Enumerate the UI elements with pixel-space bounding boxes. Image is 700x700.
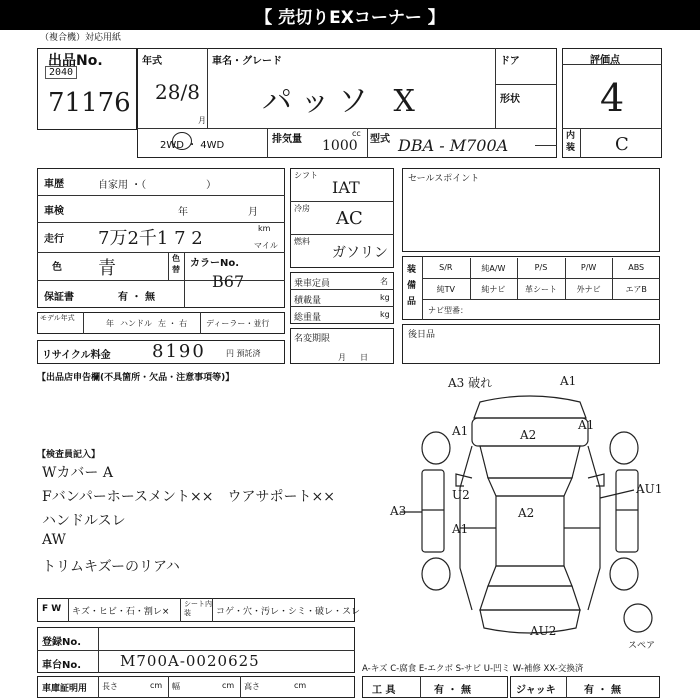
mark-a3-side: A3 bbox=[390, 504, 407, 518]
car-damage-diagram bbox=[400, 378, 670, 648]
chassis-value: M700A-0020625 bbox=[120, 652, 260, 670]
displacement-cc: cc bbox=[352, 129, 361, 138]
change-unit: 月日 bbox=[338, 353, 382, 362]
mark-u2-left: U2 bbox=[452, 488, 470, 502]
equipment-item-row1-3: P/W bbox=[580, 263, 597, 272]
navi-label: ナビ型番： bbox=[428, 306, 468, 315]
declaration-label: 【出品店申告欄(不具箇所・欠品・注意事項等)】 bbox=[37, 373, 235, 383]
seat-value: コゲ・穴・汚レ・シミ・破レ・スレ bbox=[216, 607, 361, 617]
capacity-label: 乗車定員 bbox=[294, 279, 331, 289]
displacement-label: 排気量 bbox=[272, 134, 302, 145]
registration-label: 登録No. bbox=[42, 637, 82, 648]
handle-value: 左 ・ 右 bbox=[158, 319, 188, 328]
ac-value: AC bbox=[336, 208, 363, 229]
cert-cell-0: 長さ bbox=[102, 682, 118, 691]
wheel-rear-right bbox=[610, 558, 638, 590]
recycle-value: 8190 bbox=[152, 341, 206, 362]
equipment-item-row1-2: P/S bbox=[534, 263, 548, 272]
car-name-value: パッソ X bbox=[262, 84, 423, 119]
model-value: DBA - M700A bbox=[398, 136, 509, 155]
history-value: 自家用 ・（ ） bbox=[98, 180, 217, 191]
shape-label: 形状 bbox=[500, 94, 520, 105]
change-label: 名変期限 bbox=[294, 334, 331, 344]
mileage-value: 7万2千1 7 2 bbox=[98, 228, 203, 249]
cert-cell-1: cm bbox=[150, 681, 163, 690]
drive-label: 2WD ・ 4WD bbox=[160, 140, 225, 151]
mark-a1-lower: A1 bbox=[452, 522, 469, 536]
equipment-item-row2-0: 純TV bbox=[436, 285, 455, 294]
equipment-item-row2-3: 外ナビ bbox=[576, 285, 601, 294]
after-goods-box bbox=[402, 324, 660, 364]
history-label: 車歴 bbox=[44, 179, 64, 190]
mark-top: A3 破れ bbox=[448, 376, 493, 390]
weight-unit: kg bbox=[380, 310, 390, 319]
model-label: 型式 bbox=[370, 134, 390, 145]
car-name-label: 車名・グレード bbox=[212, 56, 282, 67]
sub-note: （複合機）対応用紙 bbox=[40, 33, 122, 43]
color-change: 色替 bbox=[172, 254, 180, 274]
color-no-label: カラーNo. bbox=[190, 258, 240, 269]
model-year-unit: 年 bbox=[106, 319, 114, 328]
door-label: ドア bbox=[500, 56, 520, 67]
mark-au1-right: AU1 bbox=[636, 482, 663, 496]
equipment-item-row1-1: 純A/W bbox=[481, 264, 506, 273]
mileage-label: 走行 bbox=[44, 234, 64, 245]
mark-au2-rear: AU2 bbox=[530, 624, 557, 638]
dealer-label: ディーラー・並行 bbox=[206, 319, 270, 328]
warranty-value: 有 ・ 無 bbox=[118, 292, 155, 303]
legend: A-キズ C-腐食 E-エクボ S-サビ U-凹ミ W-補修 XX-交換済 bbox=[362, 664, 584, 674]
equipment-item-row2-4: エアB bbox=[625, 285, 647, 294]
lot-number: 71176 bbox=[48, 88, 131, 118]
year-value: 28/8 bbox=[155, 80, 200, 104]
tools-label: 工 具 bbox=[372, 685, 396, 696]
lot-label: 出品No. bbox=[48, 53, 103, 69]
mark-a2-roof: A2 bbox=[518, 506, 535, 520]
front-bumper-shape bbox=[474, 396, 586, 418]
inspection-year: 年 bbox=[178, 207, 188, 218]
right-side-panel bbox=[616, 470, 638, 552]
inspector-label: 【検査員記入】 bbox=[37, 450, 101, 460]
spare-label: スペア bbox=[628, 641, 656, 651]
mileage-unit-mile: マイル bbox=[254, 241, 278, 250]
seat-label: シート内装 bbox=[184, 600, 212, 617]
warranty-label: 保証書 bbox=[44, 292, 74, 303]
rear-window-shape bbox=[488, 566, 572, 586]
mileage-unit-km: km bbox=[258, 224, 271, 233]
year-month-label: 月 bbox=[198, 116, 206, 125]
after-label: 後日品 bbox=[408, 330, 436, 340]
inspector-note-4: AW bbox=[42, 532, 66, 548]
load-unit: kg bbox=[380, 293, 390, 302]
inspection-month: 月 bbox=[248, 207, 258, 218]
interior-label: 内装 bbox=[566, 131, 576, 153]
hood-shape bbox=[480, 446, 580, 478]
score-label: 評価点 bbox=[590, 55, 620, 66]
fuel-value: ガソリン bbox=[332, 245, 388, 261]
cert-label: 車庫証明用 bbox=[42, 684, 88, 694]
equipment-item-row2-2: 革シート bbox=[524, 285, 557, 294]
inspector-note-3: ハンドルスレ bbox=[42, 513, 126, 529]
windshield-shape bbox=[488, 478, 572, 496]
sales-point-label: セールスポイント bbox=[408, 174, 480, 184]
lot-stamp: 2040 bbox=[45, 66, 77, 79]
fw-value: キズ・ヒビ・石・割レ× bbox=[72, 607, 170, 617]
model-year-label: モデル年式 bbox=[40, 314, 75, 322]
wheel-rear-left bbox=[422, 558, 450, 590]
page-banner: 【 売切りEXコーナー 】 bbox=[0, 0, 700, 30]
handle-label: ハンドル bbox=[120, 319, 152, 328]
color-no-value: B67 bbox=[212, 272, 245, 291]
year-label: 年式 bbox=[142, 56, 162, 67]
inspection-label: 車検 bbox=[44, 206, 64, 217]
shift-value: IAT bbox=[332, 178, 360, 197]
wheel-front-left bbox=[422, 432, 450, 464]
mark-a1-left: A1 bbox=[452, 424, 469, 438]
capacity-unit: 名 bbox=[380, 277, 388, 286]
trunk-shape bbox=[480, 586, 580, 610]
cert-cell-2: 幅 bbox=[172, 682, 180, 691]
fuel-label: 燃料 bbox=[294, 237, 310, 246]
mark-a2-hood: A2 bbox=[520, 428, 537, 442]
displacement-value: 1000 bbox=[322, 138, 358, 154]
ac-label: 冷房 bbox=[294, 204, 310, 213]
jack-value: 有 ・ 無 bbox=[584, 685, 621, 696]
fw-label: F W bbox=[42, 604, 62, 614]
inspector-note-2: Fバンパーホースメント×× ウアサポート×× bbox=[42, 489, 335, 505]
equipment-item-row2-1: 純ナビ bbox=[481, 285, 506, 294]
weight-label: 総重量 bbox=[294, 313, 322, 323]
mark-a1-top: A1 bbox=[560, 374, 577, 388]
color-label: 色 bbox=[52, 262, 62, 273]
cert-cell-5: cm bbox=[294, 681, 307, 690]
equipment-label: 装備品 bbox=[407, 265, 417, 307]
spare-tire bbox=[624, 604, 652, 632]
tools-value: 有 ・ 無 bbox=[434, 685, 471, 696]
cert-cell-4: 高さ bbox=[244, 682, 260, 691]
chassis-label: 車台No. bbox=[42, 660, 82, 671]
recycle-unit: 円 預託済 bbox=[226, 349, 261, 358]
jack-label: ジャッキ bbox=[516, 685, 556, 696]
wheel-front-right bbox=[610, 432, 638, 464]
mark-a1-right: A1 bbox=[578, 418, 595, 432]
left-side-panel bbox=[422, 470, 444, 552]
interior-value: C bbox=[615, 134, 629, 155]
inspector-note-5: トリムキズーのリアハ bbox=[42, 559, 180, 575]
inspector-note-1: Wカバー A bbox=[42, 465, 113, 481]
score-value: 4 bbox=[600, 76, 625, 120]
equipment-item-row1-0: S/R bbox=[439, 263, 453, 272]
cert-cell-3: cm bbox=[222, 681, 235, 690]
equipment-item-row1-4: ABS bbox=[628, 263, 645, 272]
recycle-label: リサイクル料金 bbox=[42, 350, 111, 361]
shift-label: シフト bbox=[294, 171, 318, 180]
color-value: 青 bbox=[98, 258, 116, 279]
load-label: 積載量 bbox=[294, 296, 322, 306]
